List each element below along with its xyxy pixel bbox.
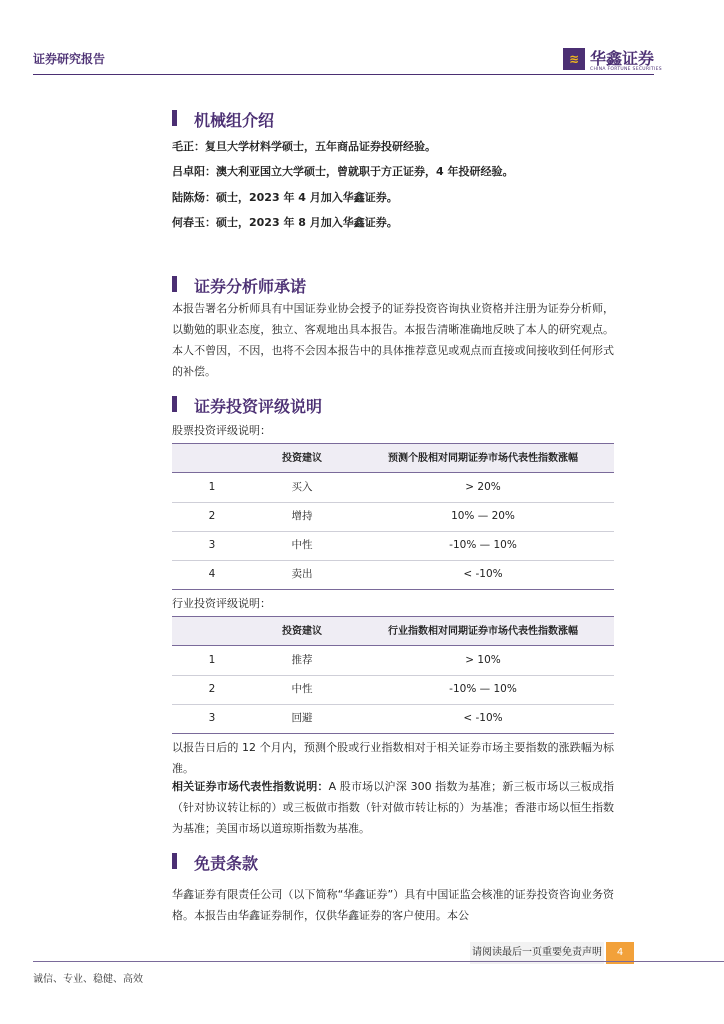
index-note-text: A 股市场以沪深 300 指数为基准；新三板市场以三板成指（针对协议转让标的）或三板做市指数（针对做市转让标的）为基准；香港市场以恒生指数为基准；美国市场以道琼斯指数为基准。 xyxy=(172,780,614,835)
table-row xyxy=(172,502,614,532)
table-cell: 中性 xyxy=(291,683,313,695)
table-header-cell xyxy=(172,444,252,473)
header-divider xyxy=(33,74,654,75)
table-row xyxy=(172,646,614,676)
section-marker xyxy=(172,276,177,292)
table-cell: 4 xyxy=(208,568,216,580)
table-cell: 10% — 20% xyxy=(451,510,515,522)
logo-name-cn: 华鑫证券 xyxy=(590,49,655,68)
section-title: 机械组介绍 xyxy=(194,111,275,130)
company-logo xyxy=(563,46,663,74)
table-header-cell: 投资建议 xyxy=(282,453,322,464)
table-row xyxy=(172,473,614,503)
logo-name-en: CHINA FORTUNE SECURITIES xyxy=(590,67,662,72)
index-note-label: 相关证券市场代表性指数说明： xyxy=(172,780,329,793)
section-marker xyxy=(172,110,177,126)
table-cell: 1 xyxy=(208,481,216,493)
table-header-row xyxy=(172,616,614,646)
report-type-label: 证券研究报告 xyxy=(33,52,106,66)
table-row xyxy=(172,560,614,590)
table-cell: < -10% xyxy=(463,712,503,724)
analyst-bio: 陆陈炀：硕士，2023 年 4 月加入华鑫证券。 xyxy=(172,191,398,204)
table-row xyxy=(172,531,614,561)
disclaimer-paragraph: 华鑫证券有限责任公司（以下简称“华鑫证券”）具有中国证监会核准的证券投资咨询业务资格。本报告由华鑫证券制作，仅供华鑫证券的客户使用。本公 xyxy=(172,888,614,922)
stock-rating-caption: 股票投资评级说明： xyxy=(172,424,271,437)
table-row xyxy=(172,675,614,705)
table-cell: 2 xyxy=(208,510,216,522)
table-cell: 增持 xyxy=(291,510,313,522)
table-header-cell: 预测个股相对同期证券市场代表性指数涨幅 xyxy=(388,453,578,464)
table-cell: -10% — 10% xyxy=(449,683,517,695)
table-cell: 2 xyxy=(208,683,216,695)
table-cell: 推荐 xyxy=(291,654,313,666)
table-header-cell: 行业指数相对同期证券市场代表性指数涨幅 xyxy=(388,626,578,637)
industry-rating-caption: 行业投资评级说明： xyxy=(172,597,271,610)
index-note xyxy=(172,776,614,839)
section-title: 证券分析师承诺 xyxy=(194,277,307,296)
section-title: 免责条款 xyxy=(194,854,259,873)
table-header-cell: 投资建议 xyxy=(282,626,322,637)
section-marker xyxy=(172,853,177,869)
disclaimer-reminder: 请阅读最后一页重要免责声明 xyxy=(470,942,604,964)
table-cell: > 10% xyxy=(465,654,501,666)
table-cell: 买入 xyxy=(291,481,313,493)
section-marker xyxy=(172,396,177,412)
table-cell: > 20% xyxy=(465,481,501,493)
page-number: 4 xyxy=(606,942,634,964)
table-cell: -10% — 10% xyxy=(449,539,517,551)
benchmark-note: 以报告日后的 12 个月内，预测个股或行业指数相对于相关证券市场主要指数的涨跌幅为标准。 xyxy=(172,741,614,775)
analyst-bio: 毛正：复旦大学材料学硕士，五年商品证券投研经验。 xyxy=(172,140,436,153)
table-cell: 3 xyxy=(208,539,216,551)
table-cell: < -10% xyxy=(463,568,503,580)
table-cell: 中性 xyxy=(291,539,313,551)
footer-divider xyxy=(33,961,724,962)
table-header-cell xyxy=(172,617,252,646)
analyst-bio: 吕卓阳：澳大利亚国立大学硕士，曾就职于方正证券，4 年投研经验。 xyxy=(172,165,514,178)
analyst-bio: 何春玉：硕士，2023 年 8 月加入华鑫证券。 xyxy=(172,216,398,229)
table-row xyxy=(172,704,614,734)
company-motto: 诚信、专业、稳健、高效 xyxy=(33,974,143,985)
table-cell: 3 xyxy=(208,712,216,724)
commitment-paragraph: 本报告署名分析师具有中国证券业协会授予的证券投资咨询执业资格并注册为证券分析师，以勤勉的职业态度，独立、客观地出具本报告。本报告清晰准确地反映了本人的研究观点。本人不曾因，不因，也将不会因本报告中的具体推荐意见或观点而直接或间接收到任何形式的补偿。 xyxy=(172,302,614,378)
table-cell: 1 xyxy=(208,654,216,666)
logo-mark-icon: ≋ xyxy=(563,48,585,70)
section-title: 证券投资评级说明 xyxy=(194,397,323,416)
table-cell: 卖出 xyxy=(291,568,313,580)
table-cell: 回避 xyxy=(291,712,313,724)
table-header-row xyxy=(172,443,614,473)
